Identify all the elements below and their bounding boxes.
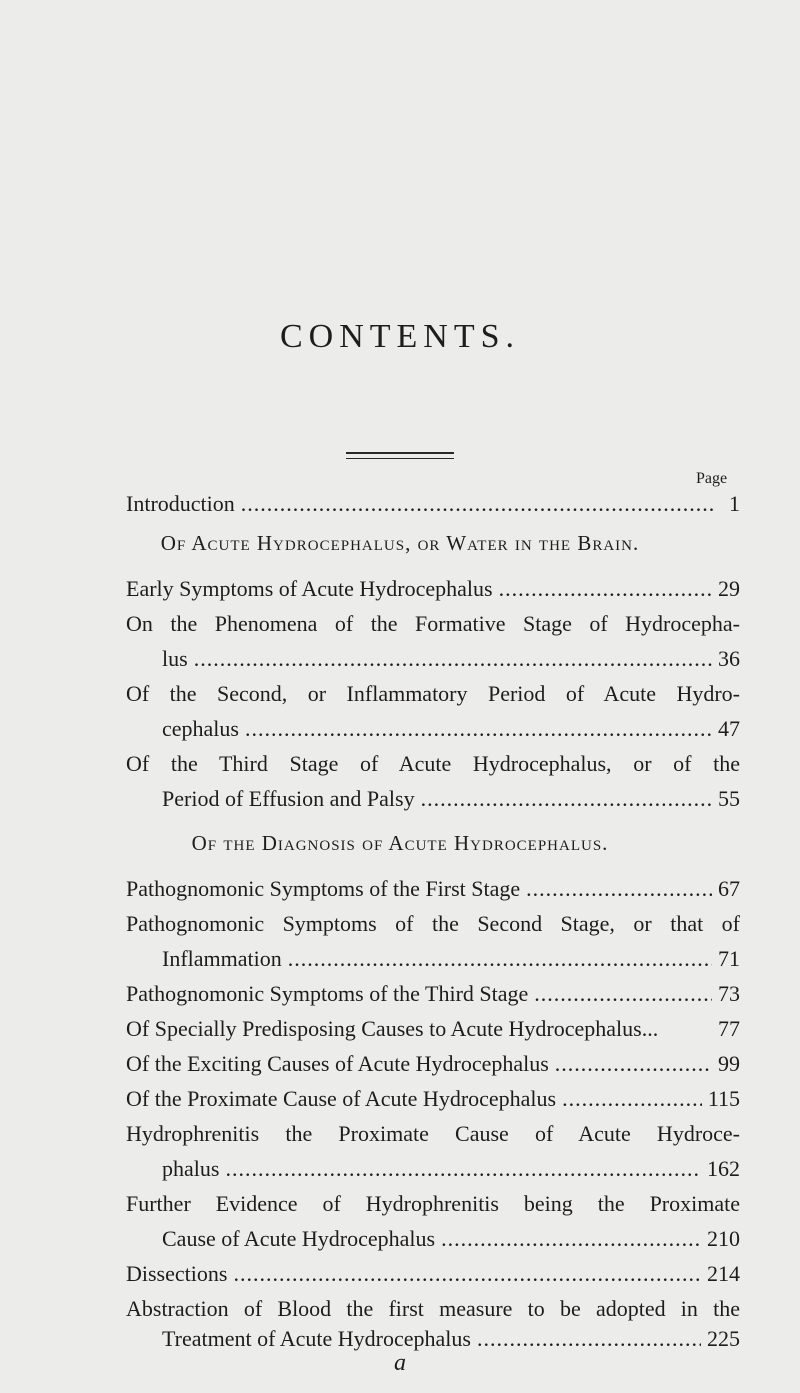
toc-entry-page: 214	[707, 1261, 740, 1286]
toc-entry-label: Pathognomonic Symptoms of the Third Stage	[126, 981, 529, 1006]
toc-entry-page: 29	[718, 576, 740, 601]
toc-entry-label: Of Specially Predisposing Causes to Acute Hydrocephalus...	[126, 1016, 659, 1041]
toc-entry-line[interactable]: Of the Second, or Inflammatory Period of Acute Hydro-	[126, 681, 740, 706]
leader-dots	[288, 941, 712, 976]
toc-entry[interactable]	[162, 1151, 740, 1186]
page-column-header: Page	[696, 470, 728, 487]
title-rule-thick	[346, 452, 454, 454]
toc-entry[interactable]	[126, 871, 740, 906]
leader-dots	[194, 641, 712, 676]
toc-entry-introduction[interactable]	[126, 486, 740, 521]
leader-dots	[245, 711, 712, 746]
toc-entry-label: Pathognomonic Symptoms of the First Stage	[126, 876, 521, 901]
toc-entry-line[interactable]: Of the Third Stage of Acute Hydrocephalus, or of the	[126, 751, 740, 776]
toc-entry-label: Introduction	[126, 491, 235, 516]
leader-dots	[421, 781, 712, 816]
toc-entry[interactable]	[126, 571, 740, 606]
toc-entry-page: 36	[718, 646, 740, 671]
toc-entry-page: 115	[707, 1086, 740, 1111]
signature-mark: a	[394, 1350, 406, 1376]
leader-dots	[441, 1221, 701, 1256]
toc-entry-label: Dissections	[126, 1261, 228, 1286]
leader-dots	[526, 871, 712, 906]
toc-entry-label: lus	[162, 646, 188, 671]
toc-entry[interactable]	[126, 976, 740, 1011]
toc-entry-line[interactable]: Hydrophrenitis the Proximate Cause of Acute Hydroce-	[126, 1121, 740, 1146]
leader-dots	[241, 486, 714, 521]
leader-dots	[555, 1046, 712, 1081]
toc-entry-line[interactable]: On the Phenomena of the Formative Stage of Hydrocepha-	[126, 611, 740, 636]
toc-entry-page: 73	[718, 981, 740, 1006]
toc-entry-label: Treatment of Acute Hydrocephalus	[162, 1326, 471, 1351]
toc-entry-line[interactable]: Pathognomonic Symptoms of the Second Stage, or that of	[126, 911, 740, 936]
toc-entry-line[interactable]: Abstraction of Blood the first measure to be adopted in the	[126, 1296, 740, 1321]
section-heading: Of the Diagnosis of Acute Hydrocephalus.	[191, 831, 609, 855]
toc-entry-page: 71	[718, 946, 740, 971]
toc-entry-label: Of the Exciting Causes of Acute Hydrocephalus	[126, 1051, 549, 1076]
toc-entry[interactable]	[126, 1081, 740, 1116]
leader-dots	[562, 1081, 702, 1116]
toc-entry-page: 1	[729, 491, 740, 516]
toc-entry-label: Of the Proximate Cause of Acute Hydrocephalus	[126, 1086, 557, 1111]
toc-entry-label: Early Symptoms of Acute Hydrocephalus	[126, 576, 493, 601]
toc-entry-page: 162	[707, 1156, 740, 1181]
leader-dots	[534, 976, 712, 1011]
toc-entry-label: phalus	[162, 1156, 220, 1181]
title-rule-thin	[346, 458, 454, 459]
toc-entry[interactable]	[162, 1221, 740, 1256]
toc-entry[interactable]	[162, 941, 740, 976]
toc-entry-page: 47	[718, 716, 740, 741]
toc-entry-label: Cause of Acute Hydrocephalus	[162, 1226, 436, 1251]
toc-entry-page: 210	[707, 1226, 740, 1251]
toc-entry[interactable]	[126, 1046, 740, 1081]
toc-entry-label: Inflammation	[162, 946, 282, 971]
toc-entry[interactable]	[162, 781, 740, 816]
toc-entry[interactable]	[126, 1011, 740, 1046]
toc-entry-label: cephalus	[162, 716, 239, 741]
toc-entry-line[interactable]: Further Evidence of Hydrophrenitis being the Proximate	[126, 1191, 740, 1216]
toc-entry[interactable]	[162, 711, 740, 746]
leader-dots	[225, 1151, 701, 1186]
toc-entry-page: 225	[707, 1326, 740, 1351]
toc-entry-page: 99	[718, 1051, 740, 1076]
toc-entry[interactable]	[126, 1256, 740, 1291]
leader-dots	[233, 1256, 701, 1291]
toc-entry-page: 77	[718, 1016, 740, 1041]
section-heading: Of Acute Hydrocephalus, or Water in the Brain.	[160, 531, 640, 555]
toc-entry[interactable]	[162, 641, 740, 676]
toc-entry-page: 67	[718, 876, 740, 901]
toc-entry-label: Period of Effusion and Palsy	[162, 786, 415, 811]
page-title: CONTENTS.	[279, 318, 521, 355]
leader-dots	[499, 571, 712, 606]
toc-entry-page: 55	[718, 786, 740, 811]
